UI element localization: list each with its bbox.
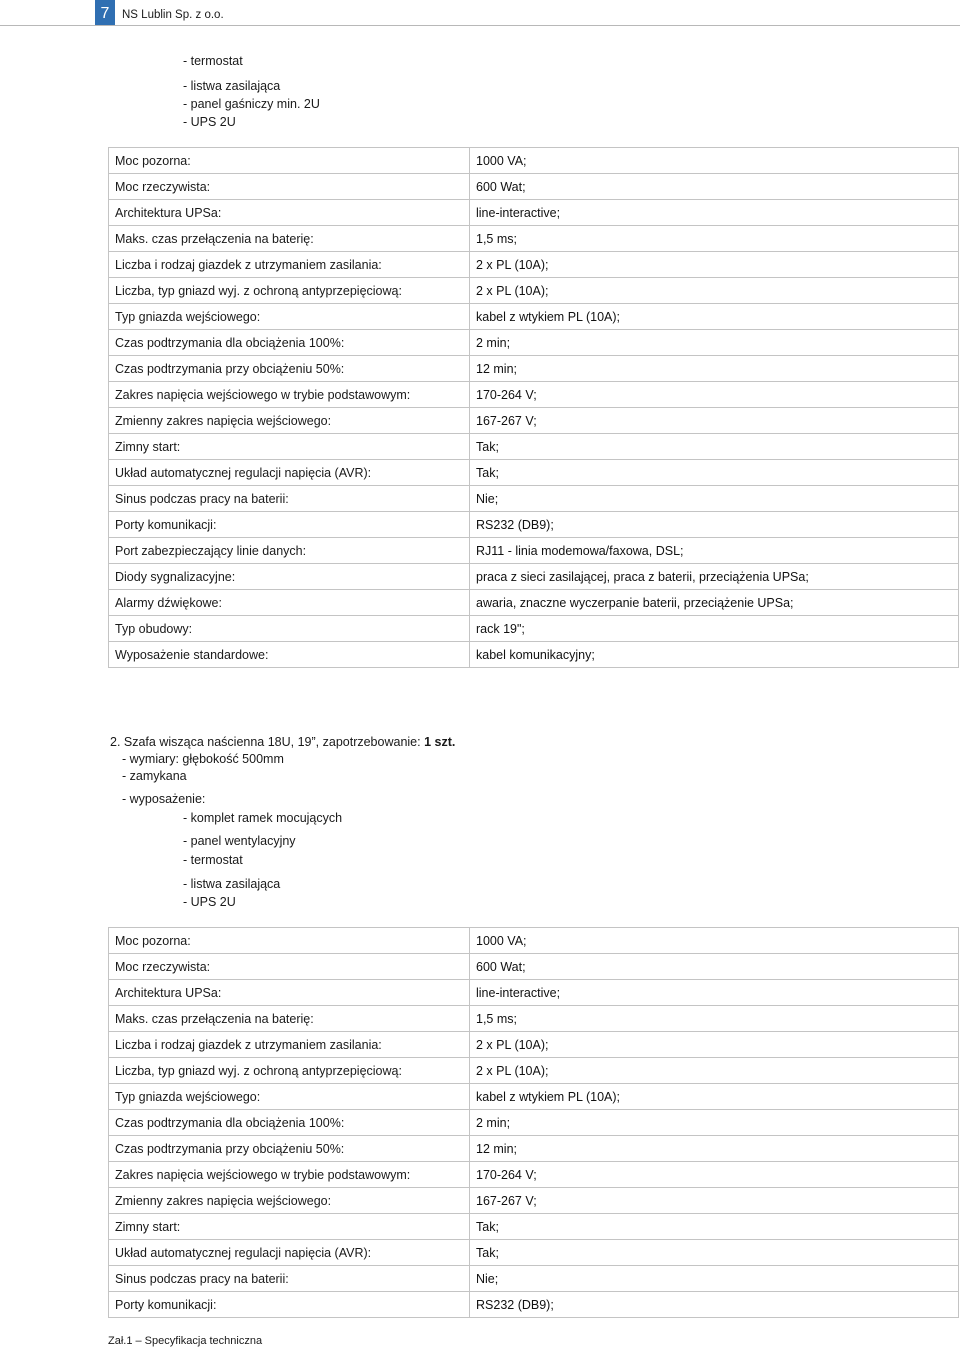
spec-row	[109, 954, 959, 980]
ups-spec-table-2	[108, 927, 959, 1318]
spec-label: Zimny start:	[109, 434, 470, 460]
spec-value: 170-264 V;	[470, 1162, 959, 1188]
spec-label: Typ gniazda wejściowego:	[109, 304, 470, 330]
spec-value: awaria, znaczne wyczerpanie baterii, przeciążenie UPSa;	[470, 590, 959, 616]
spec-value: 2 x PL (10A);	[470, 278, 959, 304]
spec-row	[109, 564, 959, 590]
spec-value: Tak;	[470, 1240, 959, 1266]
list-item: - listwa zasilająca	[183, 877, 281, 891]
spec-label: Liczba i rodzaj giazdek z utrzymaniem zasilania:	[109, 252, 470, 278]
spec-value: Tak;	[470, 460, 959, 486]
spec-label: Architektura UPSa:	[109, 980, 470, 1006]
spec-value: 167-267 V;	[470, 1188, 959, 1214]
spec-label: Maks. czas przełączenia na baterię:	[109, 226, 470, 252]
page-number: 7	[95, 0, 115, 26]
spec-label: Typ gniazda wejściowego:	[109, 1084, 470, 1110]
list-heading: - wyposażenie:	[122, 792, 206, 806]
spec-row	[109, 1214, 959, 1240]
spec-label: Liczba i rodzaj giazdek z utrzymaniem zasilania:	[109, 1032, 470, 1058]
spec-row	[109, 304, 959, 330]
spec-row	[109, 434, 959, 460]
list-item: - wymiary: głębokość 500mm	[122, 752, 284, 766]
spec-row	[109, 330, 959, 356]
spec-label: Zakres napięcia wejściowego w trybie podstawowym:	[109, 1162, 470, 1188]
spec-value: line-interactive;	[470, 980, 959, 1006]
list-item: - termostat	[183, 853, 243, 867]
spec-row	[109, 278, 959, 304]
spec-row	[109, 538, 959, 564]
spec-label: Czas podtrzymania przy obciążeniu 50%:	[109, 356, 470, 382]
spec-label: Moc pozorna:	[109, 928, 470, 954]
spec-row	[109, 980, 959, 1006]
spec-value: 600 Wat;	[470, 954, 959, 980]
spec-value: 12 min;	[470, 1136, 959, 1162]
spec-label: Moc rzeczywista:	[109, 174, 470, 200]
spec-row	[109, 1266, 959, 1292]
page-header	[0, 0, 960, 26]
spec-row	[109, 1032, 959, 1058]
spec-row	[109, 174, 959, 200]
spec-row	[109, 590, 959, 616]
spec-value: rack 19";	[470, 616, 959, 642]
section-quantity: 1 szt.	[424, 735, 456, 749]
spec-label: Zmienny zakres napięcia wejściowego:	[109, 1188, 470, 1214]
spec-value: Nie;	[470, 1266, 959, 1292]
spec-row	[109, 512, 959, 538]
list-item: - panel wentylacyjny	[183, 834, 296, 848]
list-item: - komplet ramek mocujących	[183, 811, 343, 825]
spec-value: kabel z wtykiem PL (10A);	[470, 1084, 959, 1110]
spec-row	[109, 1058, 959, 1084]
spec-row	[109, 356, 959, 382]
spec-row	[109, 252, 959, 278]
spec-label: Maks. czas przełączenia na baterię:	[109, 1006, 470, 1032]
spec-value: 167-267 V;	[470, 408, 959, 434]
list-item: - panel gaśniczy min. 2U	[183, 97, 320, 111]
spec-row	[109, 928, 959, 954]
spec-row	[109, 1162, 959, 1188]
spec-label: Układ automatycznej regulacji napięcia (AVR):	[109, 460, 470, 486]
spec-label: Liczba, typ gniazd wyj. z ochroną antyprzepięciową:	[109, 1058, 470, 1084]
spec-label: Moc pozorna:	[109, 148, 470, 174]
spec-value: 1000 VA;	[470, 928, 959, 954]
spec-label: Alarmy dźwiękowe:	[109, 590, 470, 616]
list-item: - zamykana	[122, 769, 187, 783]
spec-value: kabel z wtykiem PL (10A);	[470, 304, 959, 330]
spec-label: Port zabezpieczający linie danych:	[109, 538, 470, 564]
section-title-text: 2. Szafa wisząca naścienna 18U, 19”, zapotrzebowanie:	[110, 735, 425, 749]
spec-label: Porty komunikacji:	[109, 512, 470, 538]
spec-row	[109, 1006, 959, 1032]
spec-value: 12 min;	[470, 356, 959, 382]
spec-label: Układ automatycznej regulacji napięcia (AVR):	[109, 1240, 470, 1266]
ups-spec-table-1	[108, 147, 959, 668]
spec-row	[109, 1110, 959, 1136]
spec-label: Diody sygnalizacyjne:	[109, 564, 470, 590]
spec-value: line-interactive;	[470, 200, 959, 226]
spec-label: Zakres napięcia wejściowego w trybie podstawowym:	[109, 382, 470, 408]
spec-label: Architektura UPSa:	[109, 200, 470, 226]
spec-label: Wyposażenie standardowe:	[109, 642, 470, 668]
spec-value: RS232 (DB9);	[470, 512, 959, 538]
spec-label: Moc rzeczywista:	[109, 954, 470, 980]
spec-value: RJ11 - linia modemowa/faxowa, DSL;	[470, 538, 959, 564]
spec-row	[109, 616, 959, 642]
spec-value: 2 x PL (10A);	[470, 1058, 959, 1084]
spec-label: Czas podtrzymania dla obciążenia 100%:	[109, 1110, 470, 1136]
spec-row	[109, 1292, 959, 1318]
spec-label: Zmienny zakres napięcia wejściowego:	[109, 408, 470, 434]
spec-label: Czas podtrzymania dla obciążenia 100%:	[109, 330, 470, 356]
spec-label: Sinus podczas pracy na baterii:	[109, 1266, 470, 1292]
spec-value: Nie;	[470, 486, 959, 512]
spec-value: praca z sieci zasilającej, praca z baterii, przeciążenia UPSa;	[470, 564, 959, 590]
spec-label: Porty komunikacji:	[109, 1292, 470, 1318]
list-item: - listwa zasilająca	[183, 79, 281, 93]
spec-row	[109, 642, 959, 668]
spec-value: 2 x PL (10A);	[470, 252, 959, 278]
spec-value: 2 min;	[470, 330, 959, 356]
spec-row	[109, 1188, 959, 1214]
spec-value: 2 min;	[470, 1110, 959, 1136]
spec-label: Liczba, typ gniazd wyj. z ochroną antyprzepięciową:	[109, 278, 470, 304]
spec-row	[109, 1136, 959, 1162]
header-divider	[0, 25, 960, 26]
spec-row	[109, 460, 959, 486]
spec-value: Tak;	[470, 1214, 959, 1240]
spec-value: kabel komunikacyjny;	[470, 642, 959, 668]
list-item: - UPS 2U	[183, 895, 236, 909]
list-item: - termostat	[183, 54, 243, 68]
spec-value: 2 x PL (10A);	[470, 1032, 959, 1058]
spec-value: 1000 VA;	[470, 148, 959, 174]
spec-value: Tak;	[470, 434, 959, 460]
spec-row	[109, 486, 959, 512]
spec-label: Czas podtrzymania przy obciążeniu 50%:	[109, 1136, 470, 1162]
spec-row	[109, 148, 959, 174]
spec-value: 170-264 V;	[470, 382, 959, 408]
spec-label: Zimny start:	[109, 1214, 470, 1240]
footer-caption: Zał.1 – Specyfikacja techniczna	[108, 1335, 263, 1347]
spec-value: RS232 (DB9);	[470, 1292, 959, 1318]
company-name: NS Lublin Sp. z o.o.	[122, 9, 224, 21]
spec-row	[109, 382, 959, 408]
spec-row	[109, 226, 959, 252]
spec-row	[109, 1240, 959, 1266]
spec-row	[109, 408, 959, 434]
section-title	[110, 735, 455, 749]
list-item: - UPS 2U	[183, 115, 236, 129]
spec-label: Sinus podczas pracy na baterii:	[109, 486, 470, 512]
spec-value: 1,5 ms;	[470, 226, 959, 252]
spec-value: 1,5 ms;	[470, 1006, 959, 1032]
spec-label: Typ obudowy:	[109, 616, 470, 642]
spec-value: 600 Wat;	[470, 174, 959, 200]
spec-row	[109, 200, 959, 226]
spec-row	[109, 1084, 959, 1110]
